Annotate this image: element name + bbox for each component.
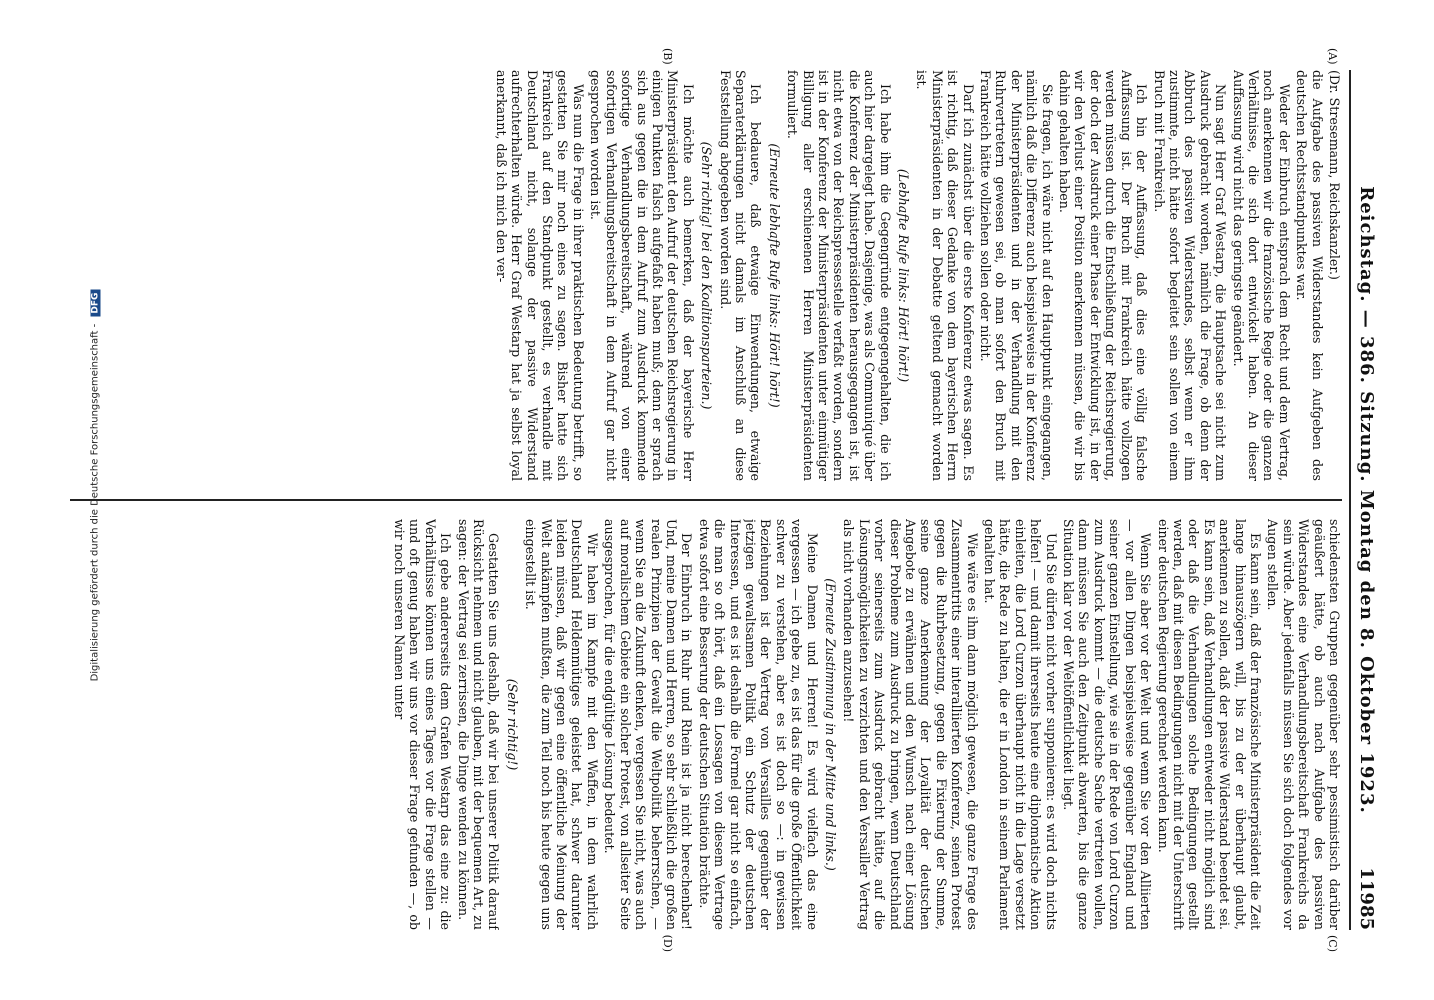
left-paragraph-5: Darf ich zunächst über die erste Konferenz etwas sagen. Es ist richtig, daß dieser Gedanke von dem bayerischen Herrn Ministerpräsidenten in der Debatte geltend gemacht worden ist. <box>914 70 976 481</box>
right-paragraph-2: Wenn Sie aber vor der Welt und wenn Sie vor den Alliierten — vor allen Dingen beispielsweise gegenüber England und seiner ganzen Einstellung, wie sie in der Rede von Lord Curzon zum Ausdruck kommt — die deutsche Sache vertreten wollen, dann müssen Sie auch den Zeitpunkt abwarten, bis die ganze Situation klar vor der Weltöffentlichkeit liegt. <box>1061 519 1154 930</box>
margin-marker-b: (B) <box>661 48 674 65</box>
right-paragraph-d: Wir haben im Kampfe mit den Waffen, in dem wahrlich Deutschland Heldenmütiges geleistet hat, schwer darunter leiden müssen, daß wir gegen eine öffentliche Meinung der Welt ankämpfen mußten, die zum Teil noch bis heute gegen uns eingestellt ist. <box>523 519 600 930</box>
left-paragraph-2: Nun sagt Herr Graf Westarp, die Hauptsache sei nicht zum Ausdruck gebracht worden, nämlich die Frage, ob denn der Abbruch des passiven Widerstandes, selbst wenn er ihm zustimmte, nicht hätte sofort begleitet sein sollen von einem Bruch mit Frankreich. <box>1151 70 1229 481</box>
page-number: 11985 <box>1356 867 1378 930</box>
text-columns <box>70 70 1342 930</box>
stage-direction: (Erneute Zustimmung in der Mitte und links.) <box>823 578 838 871</box>
left-paragraph-d: Ich möchte auch bemerken, daß der bayerische Herr Ministerpräsident den Aufruf der deutschen Reichsregierung in einigen Punkten falsch aufgefaßt haben muß; denn er sprach sich aus gegen die in dem Aufruf zum Ausdruck kommende sofortige Verhandlungsbereitschaft, während von einer sofortigen Verhandlungsbereitschaft in dem Aufruf gar nicht gesprochen worden ist. <box>588 70 696 481</box>
right-paragraph-3: Und Sie dürfen nicht vorher supponieren: es wird doch nichts helfen! — und damit ihrerseits heute eine diplomatische Aktion einleiten, die Lord Curzon überhaupt nicht in die Lage versetzt hätte, die Rede zu halten, die er in London in seinem Parlament gehalten hat. <box>982 519 1059 930</box>
right-paragraph-1: Es kann sein, daß der französische Ministerpräsident die Zeit lange hinauszögern will, bis zu der er überhaupt glaubt, anerkennen zu sollen, daß der passive Widerstand beendet sei. Es kann sein, daß Verhandlungen entweder nicht möglich sind oder daß die Verhandlungen solche Bedingungen gestellt werden, daß mit diesen Bedingungen nicht mit der Unterschrift einer deutschen Regierung gerechnet werden kann. <box>1155 519 1263 930</box>
left-column <box>70 70 1342 481</box>
page-header <box>1349 70 1379 930</box>
left-paragraph-c: Ich bedauere, daß etwaige Einwendungen, etwaige Separaterklärungen nicht damals im Anschluß an diese Feststellung abgegeben worden sind. <box>717 70 764 481</box>
right-paragraph-4: Wie wäre es ihm dann möglich gewesen, die ganze Frage des Zusammentritts einer interalliierten Konferenz, seinen Protest gegen die Ruhrbesetzung, gegen die Fixierung der Summe, seine ganze Anerkennung der Loyalität der deutschen Angebote zu erwähnen und den Wunsch nach einer Lösung dieser Probleme zum Ausdruck zu bringen, wenn Deutschland vorher seinerseits zum Ausdruck gebracht hätte, auf die Lösungsmöglichkeiten zu verzichten und den Versailler Vertrag als nicht vorhanden anzusehen! <box>841 519 980 930</box>
margin-marker-d: (D) <box>661 934 674 952</box>
right-column <box>70 519 1342 930</box>
left-paragraph-1: Weder der Einbruch entsprach dem Recht und dem Vertrag, noch anerkennen wir die französische Regie oder die ganzen Verhältnisse, die sich dort entwickelt haben. An dieser Auffassung wird nicht das geringste geändert. <box>1230 70 1292 481</box>
stage-direction: (Lebhafte Rufe links: Hört! hört!) <box>896 168 912 383</box>
right-paragraph-e: Gestatten Sie uns deshalb, daß wir bei unserer Politik darauf Rücksicht nehmen und nicht glauben, mit der bequemen Art, zu sagen: der Vertrag sei zerrissen, die Dinge wenden zu können. <box>455 519 502 930</box>
right-paragraph-c: Der Einbruch in Ruhr und Rhein ist ja nicht berechenbar! Und, meine Damen und Herren, so sehr schließlich die großen realen Prinzipien der Gewalt die Weltpolitik beherrschen, — wenn Sie an die Zukunft denken, vergessen Sie nicht, was auch auf moralischem Gebiete ein solcher Protest, von allseiter Seite ausgesprochen, für die endgültige Lösung bedeutet. <box>602 519 695 930</box>
stage-direction: (Erneute lebhafte Rufe links: Hört! hört!) <box>766 143 782 408</box>
header-title: Reichstag. — 386. Sitzung. Montag den 8. Oktober 1923. <box>1356 186 1378 814</box>
stage-direction: (Sehr richtig! bei den Koalitionsparteien.) <box>699 141 715 410</box>
credit-text: Digitalisierung gefördert durch die Deutsche Forschungsgemeinschaft - <box>89 323 101 682</box>
left-paragraph-b: Ich habe ihm die Gegengründe entgegengehalten, die ich auch hier dargelegt habe. Dasjenige, was als Communiqué über die Konferenz der Ministerpräsidenten herausgegangen ist, ist nicht etwa von der Reichspressestelle verfaßt worden, sondern ist in der Konferenz der Ministerpräsidenten unter einmütiger Billigung aller erschienenen Herren Ministerpräsidenten formuliert. <box>785 70 893 481</box>
margin-marker-c: (C) <box>1326 935 1339 952</box>
left-paragraph-4: Sie fragen, ich wäre nicht auf den Hauptpunkt eingegangen, nämlich daß die Differenz auch beispielsweise in der Konferenz der Ministerpräsidenten und in der Verhandlung mit den Ruhrvertretern gewesen sei, ob man sofort den Bruch mit Frankreich hätte vollziehen sollen oder nicht. <box>978 70 1055 481</box>
column-divider <box>70 499 1342 501</box>
right-paragraph-f: Ich gebe andererseits dem Grafen Westarp das eine zu: die Verhältnisse können uns eines Tages vor die Frage stellen — und oft genug haben wir uns vor dieser Frage gefunden —, ob wir noch unseren Namen unter <box>392 519 454 930</box>
left-paragraph-3: Ich bin der Auffassung, daß dies eine völlig falsche Auffassung ist. Der Bruch mit Frankreich hätte vollzogen werden müssen durch die Entschließung der Reichsregierung, der doch der Ausdruck einer Phase der Entwicklung ist, in der wir den Verlust einer Position anerkennen müssen, die wir bis dahin gehalten haben. <box>1057 70 1150 481</box>
left-paragraph-0: die Aufgabe des passiven Widerstandes kein Aufgeben des deutschen Rechtsstandpunktes war. <box>1294 70 1325 481</box>
digitization-credit <box>90 0 101 986</box>
stage-direction: (Sehr richtig!) <box>504 678 520 771</box>
right-paragraph-b: Meine Damen und Herren! Es wird vielfach das eine vergessen — ich gebe zu, es ist das für die große Öffentlichkeit schwer zu verstehen, aber es ist doch so —: in gewissen Beziehungen ist der Vertrag von Versailles gegenüber der jetzigen gewaltsamen Politik ein Schutz der deutschen Interessen, und es ist deshalb die Formel gar nicht so einfach, die man so oft hört, daß ein Lossagen von diesem Vertrage etwa sofort eine Besserung der deutschen Situation brächte. <box>696 519 820 930</box>
right-paragraph-0: schiedensten Gruppen gegenüber sehr pessimistisch darüber geäußert hätte, ob auch nach Aufgabe des passiven Widerstandes eine Verhandlungsbereitschaft Frankreichs da sein würde. Aber jedenfalls müssen Sie sich doch folgendes vor Augen stellen. <box>1265 519 1342 930</box>
left-paragraph-e: Was nun die Frage in ihrer praktischen Bedeutung betrifft, so gestatten Sie mir noch eines zu sagen. Bisher hatte sich Frankreich auf den Standpunkt gestellt, es verhandle mit Deutschland nicht, solange der passive Widerstand aufrechterhalten würde. Herr Graf Westarp hat ja selbst loyal anerkannt, daß ich mich den ver- <box>493 70 586 481</box>
margin-marker-a: (A) <box>1326 48 1339 65</box>
dfg-logo-icon: DFG <box>91 290 101 317</box>
speaker-line: (Dr. Stresemann, Reichskanzler.) <box>1327 70 1342 280</box>
